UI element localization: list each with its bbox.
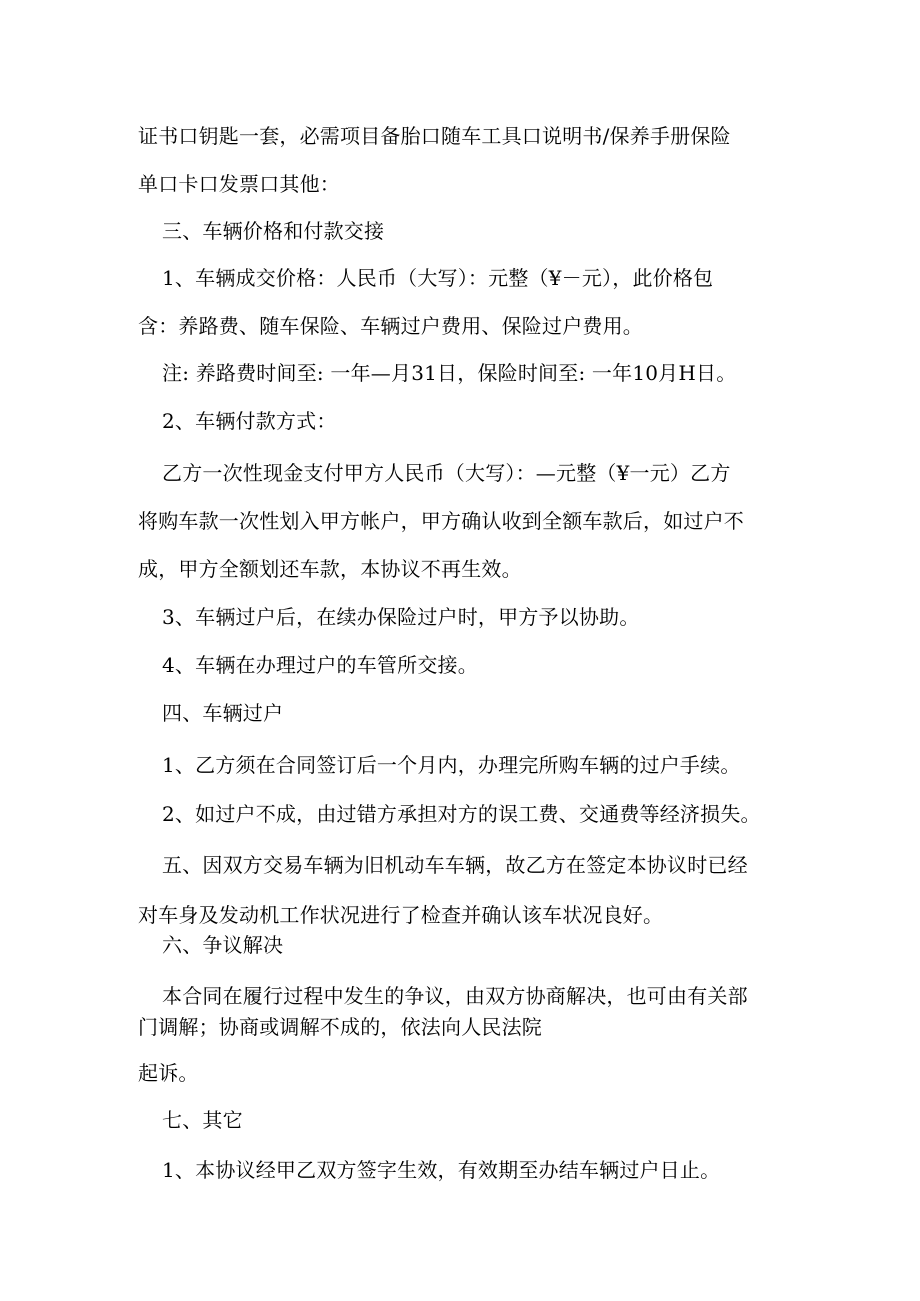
text-line-19: 本合同在履行过程中发生的争议，由双方协商解决，也可由有关部 [162, 984, 748, 1008]
section-heading-5: 五、因双方交易车辆为旧机动车车辆，故乙方在签定本协议时已经 [162, 853, 748, 877]
text-line-14: 1、乙方须在合同签订后一个月内，办理完所购车辆的过户手续。 [162, 753, 741, 777]
text-line-payment-heading: 2、车辆付款方式： [162, 409, 337, 433]
text-line-12: 4、车辆在办理过户的车管所交接。 [162, 653, 478, 677]
text-line-23: 1、本协议经甲乙双方签字生效，有效期至办结车辆过户日止。 [162, 1158, 721, 1182]
text-line-4: 1、车辆成交价格：人民币（大写）：元整（¥－元），此价格包 [162, 266, 714, 290]
text-line-11: 3、车辆过户后，在续办保险过户时，甲方予以协助。 [162, 605, 640, 629]
text-line-8: 乙方一次性现金支付甲方人民币（大写）：—元整（¥一元）乙方 [162, 461, 731, 485]
section-heading-6: 六、争议解决 [162, 933, 284, 957]
section-heading-4: 四、车辆过户 [162, 701, 284, 725]
text-line-9: 将购车款一次性划入甲方帐户，甲方确认收到全额车款后，如过户不 [138, 509, 744, 533]
text-line-20: 门调解；协商或调解不成的，依法向人民法院 [138, 1015, 542, 1039]
text-line-15: 2、如过户不成，由过错方承担对方的误工费、交通费等经济损失。 [162, 802, 761, 826]
text-line-21: 起诉。 [138, 1061, 199, 1085]
text-line-2: 单口卡口发票口其他： [138, 172, 340, 196]
text-line-1: 证书口钥匙一套，必需项目备胎口随车工具口说明书/保养手册保险 [138, 124, 731, 148]
text-line-17: 对车身及发动机工作状况进行了检查并确认该车状况良好。 [138, 903, 664, 927]
text-line-5: 含：养路费、随车保险、车辆过户费用、保险过户费用。 [138, 314, 643, 338]
section-heading-3: 三、车辆价格和付款交接 [162, 219, 385, 243]
text-line-10: 成，甲方全额划还车款，本协议不再生效。 [138, 557, 522, 581]
text-line-note: 注: 养路费时间至: 一年—月31日，保险时间至: 一年10月H日。 [162, 361, 737, 385]
section-heading-7: 七、其它 [162, 1108, 243, 1132]
